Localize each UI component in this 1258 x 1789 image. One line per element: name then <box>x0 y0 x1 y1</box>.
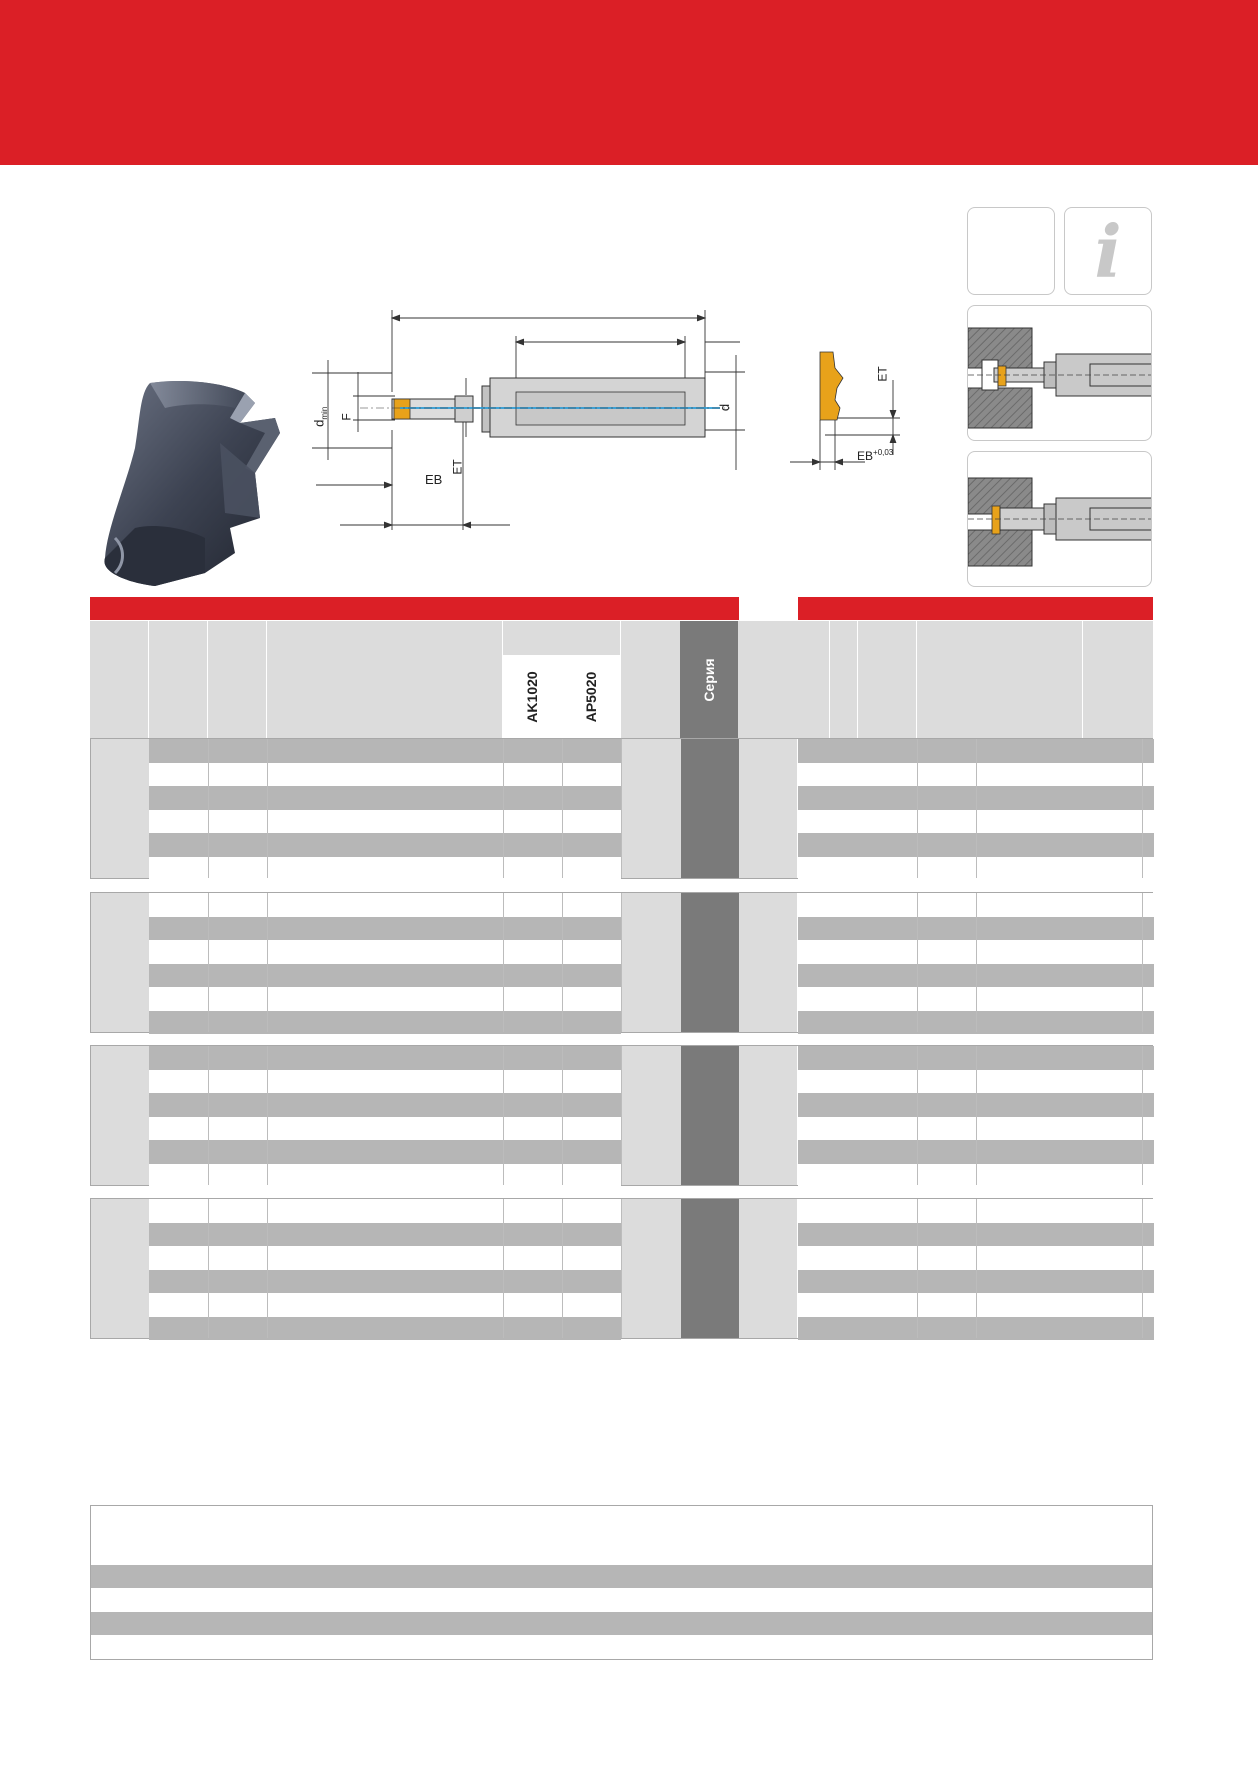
table-row <box>149 1317 621 1341</box>
table-row <box>149 964 621 988</box>
product-image <box>95 378 295 588</box>
column-divider <box>208 1046 209 1185</box>
detail-label-EB: $EB^{+0,03}$ <box>857 448 894 463</box>
table-row <box>149 1199 621 1223</box>
column-divider <box>562 1046 563 1185</box>
column-divider <box>267 739 268 878</box>
section-spacer-cell <box>739 1199 797 1338</box>
table-row <box>149 857 621 881</box>
section-spacer-cell <box>739 1046 797 1185</box>
table-row <box>149 1046 621 1070</box>
column-divider <box>503 893 504 1032</box>
grade-header-2: AP5020 <box>583 671 599 722</box>
table-section <box>90 738 1153 879</box>
table-row <box>149 1223 621 1247</box>
section-spacer-cell <box>739 739 797 878</box>
table-row <box>149 1270 621 1294</box>
section-type-cell <box>621 1046 681 1185</box>
table-row <box>149 1293 621 1317</box>
column-divider <box>976 893 977 1032</box>
column-divider <box>503 739 504 878</box>
section-group-cell <box>91 1046 149 1185</box>
section-series-cell <box>681 739 739 878</box>
column-divider <box>208 893 209 1032</box>
column-divider <box>562 893 563 1032</box>
column-divider <box>917 893 918 1032</box>
table-section <box>90 1198 1153 1339</box>
internal-grooving-illustration <box>967 305 1152 441</box>
table-row <box>149 1140 621 1164</box>
table-row <box>149 1164 621 1188</box>
label-EB: EB <box>425 472 443 487</box>
table-row <box>149 1117 621 1141</box>
table-row <box>149 786 621 810</box>
column-divider <box>503 1046 504 1185</box>
column-divider <box>976 1199 977 1338</box>
section-type-cell <box>621 1199 681 1338</box>
column-divider <box>267 893 268 1032</box>
column-divider <box>503 1199 504 1338</box>
table-right-header-bar <box>798 597 1153 620</box>
column-divider <box>917 1046 918 1185</box>
column-divider <box>1142 1199 1143 1338</box>
column-divider <box>621 1199 622 1338</box>
table-row <box>149 763 621 787</box>
column-divider <box>208 1199 209 1338</box>
table-row <box>149 940 621 964</box>
notes-row <box>91 1612 1152 1635</box>
column-divider <box>917 739 918 878</box>
column-divider <box>1142 739 1143 878</box>
section-type-cell <box>621 893 681 1032</box>
series-header: Серия <box>701 657 717 702</box>
section-type-cell <box>621 739 681 878</box>
section-spacer-cell <box>739 893 797 1032</box>
section-group-cell <box>91 893 149 1032</box>
label-ET: ET <box>450 459 465 475</box>
column-divider <box>267 1199 268 1338</box>
symbol-box-empty <box>967 207 1055 295</box>
face-grooving-illustration <box>967 451 1152 587</box>
insert-detail-drawing <box>785 340 920 480</box>
section-series-cell <box>681 1199 739 1338</box>
section-series-cell <box>681 893 739 1032</box>
label-dmin: $d_{min}$ <box>311 406 329 427</box>
column-divider <box>1142 893 1143 1032</box>
column-divider <box>976 739 977 878</box>
table-row <box>149 987 621 1011</box>
section-group-cell <box>91 1199 149 1338</box>
table-row <box>149 1011 621 1035</box>
column-divider <box>621 739 622 878</box>
column-divider <box>267 1046 268 1185</box>
info-icon: i <box>1094 209 1122 294</box>
detail-label-ET: ET <box>875 366 890 382</box>
table-row <box>149 893 621 917</box>
table-row <box>149 739 621 763</box>
column-divider <box>976 1046 977 1185</box>
table-row <box>149 810 621 834</box>
table-left-header-bar <box>90 597 739 620</box>
grade-header-1: AK1020 <box>523 670 540 723</box>
info-icon-box[interactable] <box>1064 207 1152 295</box>
label-F: F <box>339 413 354 421</box>
tool-technical-drawing <box>300 300 760 540</box>
table-row <box>149 1070 621 1094</box>
table-column-header <box>90 621 1153 738</box>
column-divider <box>621 1046 622 1185</box>
table-row <box>149 917 621 941</box>
column-divider <box>917 1199 918 1338</box>
section-group-cell <box>91 739 149 878</box>
section-series-cell <box>681 1046 739 1185</box>
table-row <box>149 833 621 857</box>
column-divider <box>208 739 209 878</box>
table-row <box>149 1093 621 1117</box>
column-divider <box>562 1199 563 1338</box>
table-row <box>149 1246 621 1270</box>
notes-table <box>90 1505 1153 1660</box>
column-divider <box>1142 1046 1143 1185</box>
table-section <box>90 892 1153 1033</box>
top-banner <box>0 0 1258 165</box>
column-divider <box>621 893 622 1032</box>
column-divider <box>562 739 563 878</box>
table-section <box>90 1045 1153 1186</box>
notes-row <box>91 1565 1152 1588</box>
label-d: d <box>717 403 733 412</box>
